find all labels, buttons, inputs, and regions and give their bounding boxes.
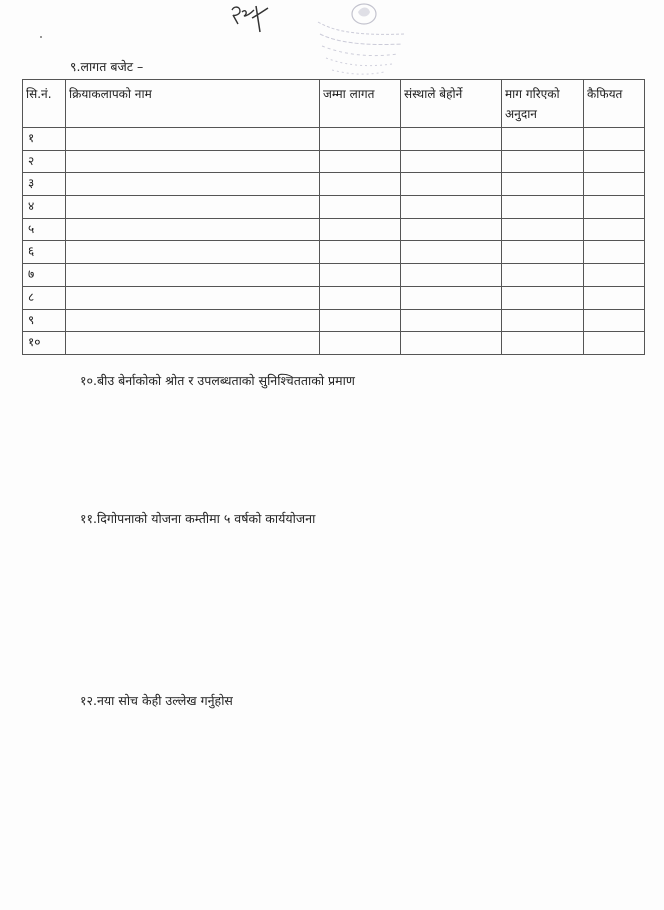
- row-serial-number: १: [23, 128, 66, 151]
- requested-grant-cell: [502, 264, 584, 287]
- organization-share-cell: [401, 150, 502, 173]
- header-requested-grant: माग गरिएको अनुदान: [502, 80, 584, 128]
- requested-grant-cell: [502, 173, 584, 196]
- remarks-cell: [584, 264, 645, 287]
- total-cost-cell: [320, 241, 401, 264]
- stamp: [312, 0, 412, 82]
- remarks-cell: [584, 218, 645, 241]
- table-header-row: [23, 80, 645, 128]
- organization-share-cell: [401, 173, 502, 196]
- activity-name-cell: [66, 196, 320, 219]
- row-serial-number: ३: [23, 173, 66, 196]
- requested-grant-cell: [502, 196, 584, 219]
- requested-grant-cell: [502, 218, 584, 241]
- table-row: [23, 173, 645, 196]
- section-11-prompt: ११.दिगोपनाको योजना कम्तीमा ५ वर्षको कार्ययोजना: [80, 511, 316, 526]
- header-activity-name: क्रियाकलापको नाम: [66, 80, 320, 128]
- table-row: [23, 332, 645, 355]
- organization-share-cell: [401, 128, 502, 151]
- activity-name-cell: [66, 218, 320, 241]
- section-12-prompt: १२.नया सोच केही उल्लेख गर्नुहोस: [80, 693, 233, 708]
- organization-share-cell: [401, 332, 502, 355]
- organization-share-cell: [401, 309, 502, 332]
- total-cost-cell: [320, 150, 401, 173]
- table-row: [23, 128, 645, 151]
- header-serial-number: सि.नं.: [23, 80, 66, 128]
- remarks-cell: [584, 286, 645, 309]
- activity-name-cell: [66, 150, 320, 173]
- row-serial-number: २: [23, 150, 66, 173]
- remarks-cell: [584, 241, 645, 264]
- row-serial-number: ८: [23, 286, 66, 309]
- table-row: [23, 309, 645, 332]
- total-cost-cell: [320, 173, 401, 196]
- row-serial-number: १०: [23, 332, 66, 355]
- remarks-cell: [584, 309, 645, 332]
- remarks-cell: [584, 150, 645, 173]
- requested-grant-cell: [502, 309, 584, 332]
- requested-grant-cell: [502, 241, 584, 264]
- ink-dot: [40, 36, 42, 38]
- remarks-cell: [584, 128, 645, 151]
- section-9-heading: ९.लागत बजेट –: [70, 59, 144, 74]
- activity-name-cell: [66, 332, 320, 355]
- table-row: [23, 196, 645, 219]
- signature: [226, 2, 274, 36]
- header-organization-share: संस्थाले बेहोर्ने: [401, 80, 502, 128]
- activity-name-cell: [66, 128, 320, 151]
- remarks-cell: [584, 332, 645, 355]
- row-serial-number: ७: [23, 264, 66, 287]
- table-row: [23, 286, 645, 309]
- remarks-cell: [584, 196, 645, 219]
- total-cost-cell: [320, 332, 401, 355]
- total-cost-cell: [320, 309, 401, 332]
- row-serial-number: ५: [23, 218, 66, 241]
- total-cost-cell: [320, 264, 401, 287]
- row-serial-number: ९: [23, 309, 66, 332]
- total-cost-cell: [320, 196, 401, 219]
- requested-grant-cell: [502, 286, 584, 309]
- activity-name-cell: [66, 173, 320, 196]
- organization-share-cell: [401, 196, 502, 219]
- requested-grant-cell: [502, 128, 584, 151]
- table-row: [23, 218, 645, 241]
- requested-grant-cell: [502, 332, 584, 355]
- activity-name-cell: [66, 241, 320, 264]
- remarks-cell: [584, 173, 645, 196]
- table-row: [23, 264, 645, 287]
- budget-table: [22, 79, 645, 355]
- header-remarks: कैफियत: [584, 80, 645, 128]
- header-total-cost: जम्मा लागत: [320, 80, 401, 128]
- total-cost-cell: [320, 128, 401, 151]
- activity-name-cell: [66, 286, 320, 309]
- table-row: [23, 150, 645, 173]
- organization-share-cell: [401, 241, 502, 264]
- requested-grant-cell: [502, 150, 584, 173]
- organization-share-cell: [401, 218, 502, 241]
- table-row: [23, 241, 645, 264]
- total-cost-cell: [320, 218, 401, 241]
- activity-name-cell: [66, 309, 320, 332]
- organization-share-cell: [401, 264, 502, 287]
- row-serial-number: ४: [23, 196, 66, 219]
- section-10-prompt: १०.बीउ बेर्नाकोको श्रोत र उपलब्धताको सुनिश्चितताको प्रमाण: [80, 373, 355, 388]
- organization-share-cell: [401, 286, 502, 309]
- row-serial-number: ६: [23, 241, 66, 264]
- activity-name-cell: [66, 264, 320, 287]
- total-cost-cell: [320, 286, 401, 309]
